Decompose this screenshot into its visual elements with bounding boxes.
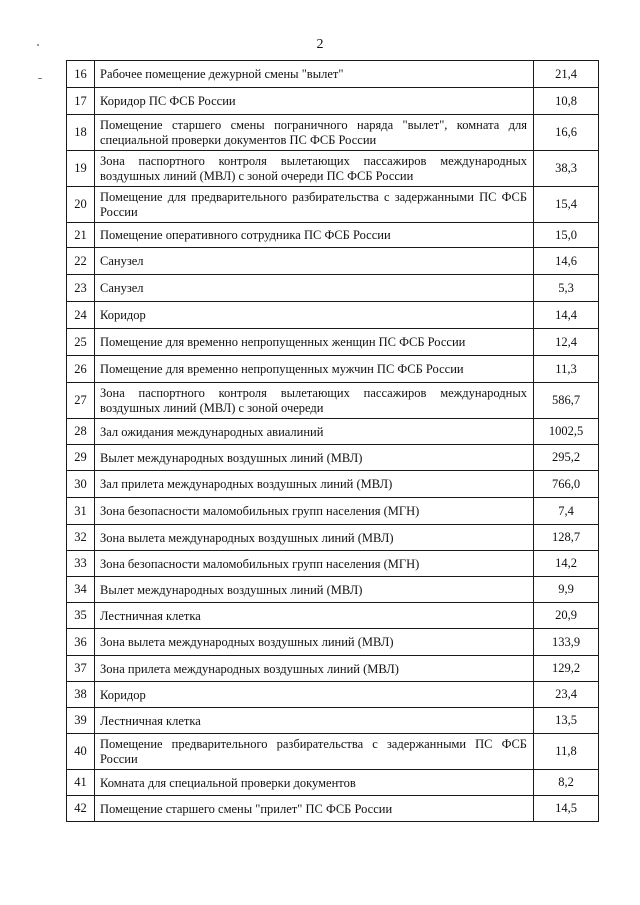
- room-name: Помещение для временно непропущенных женщин ПС ФСБ России: [95, 329, 534, 356]
- row-number: 41: [67, 770, 95, 796]
- room-area: 20,9: [534, 603, 599, 629]
- table-row: [67, 525, 599, 551]
- row-number: 32: [67, 525, 95, 551]
- room-name: Вылет международных воздушных линий (МВЛ): [95, 577, 534, 603]
- rooms-table-body: [67, 61, 599, 822]
- room-name: Лестничная клетка: [95, 708, 534, 734]
- table-row: [67, 356, 599, 383]
- room-area: 8,2: [534, 770, 599, 796]
- row-number: 28: [67, 419, 95, 445]
- room-area: 7,4: [534, 498, 599, 525]
- table-row: [67, 603, 599, 629]
- room-area: 15,4: [534, 187, 599, 223]
- room-area: 14,2: [534, 551, 599, 577]
- table-row: [67, 629, 599, 656]
- room-name: Помещение старшего смены "прилет" ПС ФСБ России: [95, 796, 534, 822]
- page-number: 2: [316, 37, 324, 52]
- table-row: [67, 796, 599, 822]
- room-name: Зона безопасности маломобильных групп населения (МГН): [95, 551, 534, 577]
- room-area: 13,5: [534, 708, 599, 734]
- room-name: Помещение для предварительного разбирательства с задержанными ПС ФСБ России: [95, 187, 534, 223]
- room-name: Помещение для временно непропущенных мужчин ПС ФСБ России: [95, 356, 534, 383]
- row-number: 33: [67, 551, 95, 577]
- table-row: [67, 151, 599, 187]
- room-area: 11,8: [534, 734, 599, 770]
- row-number: 36: [67, 629, 95, 656]
- room-name: Зал прилета международных воздушных линий (МВЛ): [95, 471, 534, 498]
- row-number: 27: [67, 383, 95, 419]
- room-name: Зона вылета международных воздушных линий (МВЛ): [95, 525, 534, 551]
- table-row: [67, 419, 599, 445]
- row-number: 25: [67, 329, 95, 356]
- room-area: 295,2: [534, 445, 599, 471]
- room-area: 10,8: [534, 88, 599, 115]
- scan-speck: [38, 78, 42, 79]
- room-name: Помещение старшего смены пограничного наряда "вылет", комната для специальной проверки документов ПС ФСБ России: [95, 115, 534, 151]
- row-number: 39: [67, 708, 95, 734]
- table-row: [67, 115, 599, 151]
- room-name: Коридор: [95, 682, 534, 708]
- room-name: Зона паспортного контроля вылетающих пассажиров международных воздушных линий (МВЛ) с зоной очереди: [95, 383, 534, 419]
- row-number: 17: [67, 88, 95, 115]
- table-row: [67, 770, 599, 796]
- row-number: 16: [67, 61, 95, 88]
- table-row: [67, 329, 599, 356]
- table-row: [67, 577, 599, 603]
- room-name: Санузел: [95, 248, 534, 275]
- table-row: [67, 88, 599, 115]
- room-name: Коридор ПС ФСБ России: [95, 88, 534, 115]
- table-row: [67, 708, 599, 734]
- room-name: Зона прилета международных воздушных линий (МВЛ): [95, 656, 534, 682]
- table-row: [67, 61, 599, 88]
- table-row: [67, 445, 599, 471]
- table-row: [67, 656, 599, 682]
- table-row: [67, 302, 599, 329]
- row-number: 18: [67, 115, 95, 151]
- table-row: [67, 734, 599, 770]
- room-area: 133,9: [534, 629, 599, 656]
- row-number: 37: [67, 656, 95, 682]
- room-area: 16,6: [534, 115, 599, 151]
- room-area: 23,4: [534, 682, 599, 708]
- room-area: 5,3: [534, 275, 599, 302]
- row-number: 23: [67, 275, 95, 302]
- row-number: 24: [67, 302, 95, 329]
- room-area: 586,7: [534, 383, 599, 419]
- table-row: [67, 187, 599, 223]
- room-area: 1002,5: [534, 419, 599, 445]
- row-number: 31: [67, 498, 95, 525]
- row-number: 19: [67, 151, 95, 187]
- room-area: 9,9: [534, 577, 599, 603]
- room-name: Помещение предварительного разбирательства с задержанными ПС ФСБ России: [95, 734, 534, 770]
- room-area: 14,4: [534, 302, 599, 329]
- room-area: 14,5: [534, 796, 599, 822]
- table-row: [67, 248, 599, 275]
- table-row: [67, 383, 599, 419]
- room-area: 766,0: [534, 471, 599, 498]
- row-number: 22: [67, 248, 95, 275]
- row-number: 34: [67, 577, 95, 603]
- room-area: 129,2: [534, 656, 599, 682]
- row-number: 20: [67, 187, 95, 223]
- row-number: 26: [67, 356, 95, 383]
- room-area: 128,7: [534, 525, 599, 551]
- row-number: 29: [67, 445, 95, 471]
- room-area: 21,4: [534, 61, 599, 88]
- table-row: [67, 275, 599, 302]
- room-area: 15,0: [534, 223, 599, 248]
- rooms-table: [66, 60, 599, 822]
- room-area: 14,6: [534, 248, 599, 275]
- row-number: 42: [67, 796, 95, 822]
- table-row: [67, 682, 599, 708]
- room-name: Зона безопасности маломобильных групп населения (МГН): [95, 498, 534, 525]
- room-name: Лестничная клетка: [95, 603, 534, 629]
- row-number: 21: [67, 223, 95, 248]
- room-name: Помещение оперативного сотрудника ПС ФСБ России: [95, 223, 534, 248]
- table-row: [67, 223, 599, 248]
- room-name: Зона вылета международных воздушных линий (МВЛ): [95, 629, 534, 656]
- row-number: 40: [67, 734, 95, 770]
- row-number: 38: [67, 682, 95, 708]
- room-name: Зал ожидания международных авиалиний: [95, 419, 534, 445]
- row-number: 30: [67, 471, 95, 498]
- row-number: 35: [67, 603, 95, 629]
- table-row: [67, 471, 599, 498]
- room-name: Коридор: [95, 302, 534, 329]
- room-area: 11,3: [534, 356, 599, 383]
- room-area: 12,4: [534, 329, 599, 356]
- room-name: Вылет международных воздушных линий (МВЛ): [95, 445, 534, 471]
- room-area: 38,3: [534, 151, 599, 187]
- room-name: Рабочее помещение дежурной смены "вылет": [95, 61, 534, 88]
- room-name: Комната для специальной проверки документов: [95, 770, 534, 796]
- scan-speck: [37, 44, 39, 46]
- table-row: [67, 498, 599, 525]
- room-name: Санузел: [95, 275, 534, 302]
- table-row: [67, 551, 599, 577]
- room-name: Зона паспортного контроля вылетающих пассажиров международных воздушных линий (МВЛ) с зоной очереди ПС ФСБ России: [95, 151, 534, 187]
